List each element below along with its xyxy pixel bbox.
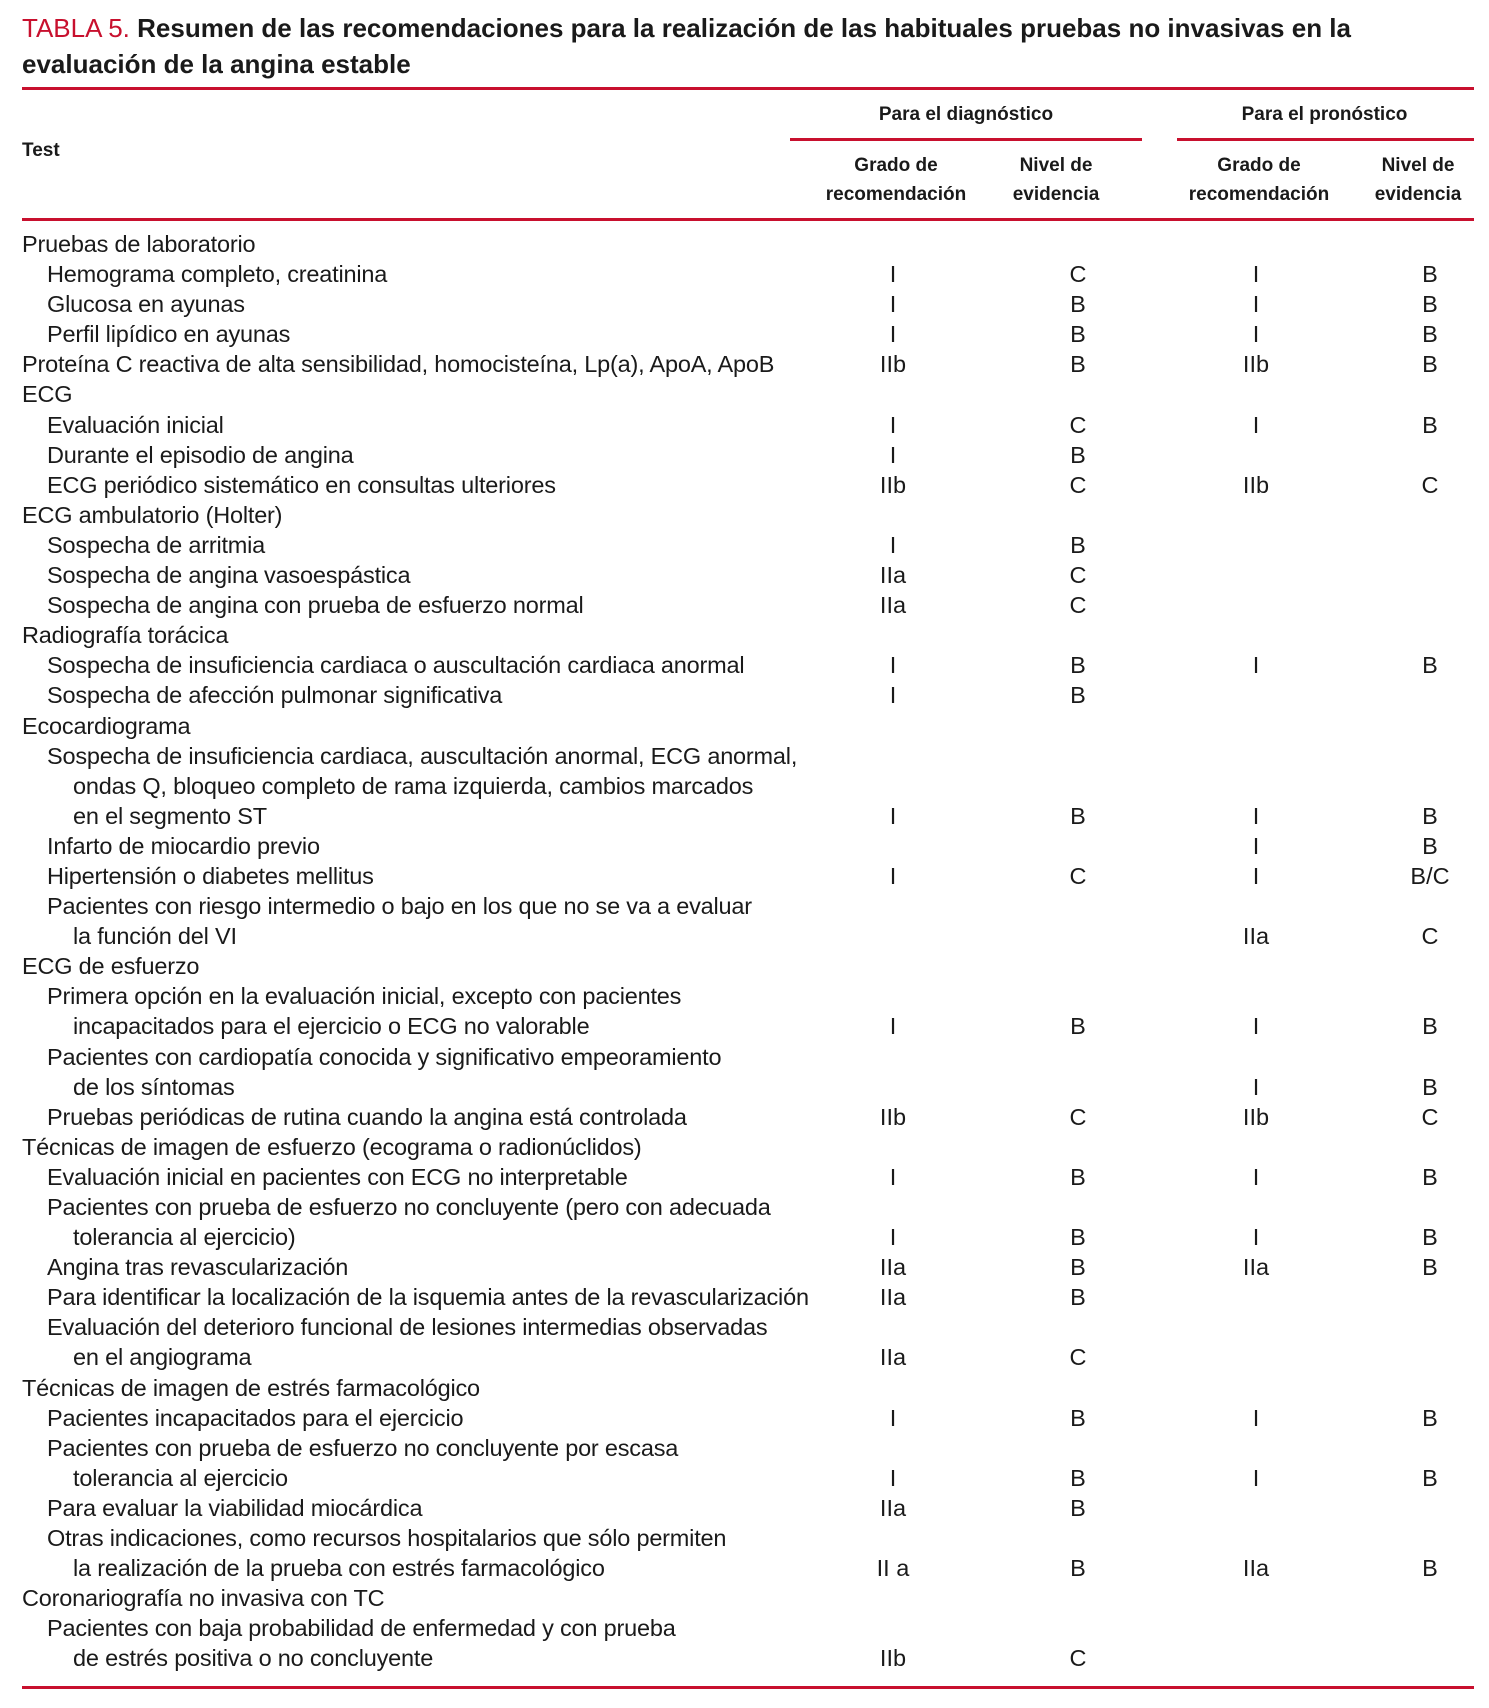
prog-nivel-cell: B bbox=[1422, 1224, 1438, 1251]
row-test: Evaluación inicial en pacientes con ECG no interpretable bbox=[47, 1163, 628, 1190]
diag-nivel-cell: B bbox=[1070, 1494, 1086, 1521]
diag-grado-cell: I bbox=[889, 652, 897, 679]
table-row bbox=[22, 560, 1462, 590]
diag-grado-cell: IIa bbox=[879, 1254, 907, 1281]
row-test: Pacientes con prueba de esfuerzo no concluyente (pero con adecuada bbox=[47, 1194, 771, 1220]
table-row bbox=[22, 1373, 1462, 1403]
table-row bbox=[22, 590, 1462, 620]
row-test: Sospecha de insuficiencia cardiaca o auscultación cardiaca anormal bbox=[47, 652, 745, 679]
diag-nivel-cell: B bbox=[1070, 441, 1086, 468]
header-prog-nivel bbox=[1362, 151, 1474, 209]
row-category: Coronariografía no invasiva con TC bbox=[22, 1585, 385, 1612]
table-row bbox=[22, 771, 1462, 801]
diag-nivel-cell: B bbox=[1070, 1284, 1086, 1311]
table-row bbox=[22, 981, 1462, 1011]
prog-grado-cell: IIa bbox=[1242, 1254, 1270, 1281]
row-test: Pacientes con cardiopatía conocida y significativo empeoramiento bbox=[47, 1043, 722, 1070]
diag-grado-cell: IIa bbox=[879, 1284, 907, 1311]
table-row bbox=[22, 1282, 1462, 1312]
diag-grado-cell: I bbox=[889, 261, 897, 288]
diag-grado-cell: I bbox=[889, 862, 897, 889]
prog-grado-cell: IIa bbox=[1242, 923, 1270, 950]
table-title: Resumen de las recomendaciones para la realización de las habituales pruebas no invasivas en la evaluación de la angina estable bbox=[22, 13, 1351, 79]
row-test: Perfil lipídico en ayunas bbox=[47, 321, 291, 348]
diag-nivel-cell: B bbox=[1070, 802, 1086, 829]
table-row bbox=[22, 1252, 1462, 1282]
diag-grado-cell: IIa bbox=[879, 1494, 907, 1521]
table-row bbox=[22, 379, 1462, 409]
header-diag-nivel-line2: evidencia bbox=[1012, 184, 1100, 205]
diag-grado-cell: I bbox=[889, 411, 897, 438]
prog-grado-cell: IIb bbox=[1242, 351, 1270, 378]
row-test: Otras indicaciones, como recursos hospitalarios que sólo permiten bbox=[47, 1525, 727, 1552]
prog-nivel-cell: B bbox=[1422, 1555, 1438, 1582]
row-test: Sospecha de angina vasoespástica bbox=[47, 562, 411, 589]
diag-grado-cell: I bbox=[889, 1464, 897, 1491]
table-row bbox=[22, 1222, 1462, 1252]
diag-grado-cell: I bbox=[889, 1163, 897, 1190]
diag-nivel-cell: B bbox=[1070, 682, 1086, 709]
table-row bbox=[22, 1553, 1462, 1583]
row-test: tolerancia al ejercicio bbox=[73, 1464, 288, 1491]
diag-nivel-cell: B bbox=[1070, 321, 1086, 348]
prog-grado-cell: I bbox=[1252, 652, 1260, 679]
table-row bbox=[22, 470, 1462, 500]
diag-nivel-cell: B bbox=[1070, 531, 1086, 558]
diag-nivel-cell: C bbox=[1069, 592, 1087, 619]
diag-nivel-cell: B bbox=[1070, 351, 1086, 378]
row-category: ECG de esfuerzo bbox=[22, 953, 200, 980]
header-prog-nivel-line2: evidencia bbox=[1374, 184, 1462, 205]
table-row bbox=[22, 1132, 1462, 1162]
table-row bbox=[22, 410, 1462, 440]
row-test: Para identificar la localización de la isquemia antes de la revascularización bbox=[47, 1284, 809, 1311]
header-pronostico: Para el pronóstico bbox=[1241, 104, 1408, 125]
prog-grado-cell: I bbox=[1252, 1464, 1260, 1491]
prog-nivel-cell: C bbox=[1421, 923, 1439, 950]
diag-grado-cell: I bbox=[889, 682, 897, 709]
diag-grado-cell: IIb bbox=[879, 471, 907, 498]
prog-nivel-cell: B bbox=[1422, 1464, 1438, 1491]
table-label: TABLA 5. bbox=[22, 13, 130, 43]
table-body bbox=[22, 229, 1462, 1674]
table-row bbox=[22, 680, 1462, 710]
row-test: Infarto de miocardio previo bbox=[47, 832, 320, 859]
header-prog-nivel-line1: Nivel de bbox=[1381, 155, 1455, 176]
prog-nivel-cell: B bbox=[1422, 802, 1438, 829]
row-test: tolerancia al ejercicio) bbox=[73, 1224, 296, 1251]
diag-nivel-cell: B bbox=[1070, 291, 1086, 318]
top-rule bbox=[22, 87, 1474, 90]
row-test: la realización de la prueba con estrés farmacológico bbox=[73, 1555, 605, 1582]
table-row bbox=[22, 1613, 1462, 1643]
prog-nivel-cell: B bbox=[1422, 1013, 1438, 1040]
table-row bbox=[22, 1403, 1462, 1433]
prog-nivel-cell: B bbox=[1422, 1254, 1438, 1281]
prog-nivel-cell: B bbox=[1422, 411, 1438, 438]
diag-nivel-cell: C bbox=[1069, 411, 1087, 438]
prog-grado-cell: IIb bbox=[1242, 471, 1270, 498]
header-test: Test bbox=[22, 140, 60, 161]
bottom-rule bbox=[22, 1686, 1474, 1689]
diag-grado-cell: I bbox=[889, 321, 897, 348]
prog-nivel-cell: B bbox=[1422, 1404, 1438, 1431]
row-test: Pacientes con riesgo intermedio o bajo en los que no se va a evaluar bbox=[47, 893, 752, 920]
row-test: de estrés positiva o no concluyente bbox=[73, 1645, 434, 1672]
prog-nivel-cell: B/C bbox=[1410, 862, 1450, 889]
diag-nivel-cell: B bbox=[1070, 1555, 1086, 1582]
row-test: Pacientes con baja probabilidad de enfermedad y con prueba bbox=[47, 1615, 676, 1642]
header-diag-grado-line1: Grado de bbox=[854, 155, 938, 176]
header-prog-grado bbox=[1169, 151, 1349, 209]
diag-grado-cell: I bbox=[889, 1013, 897, 1040]
table-row bbox=[22, 1162, 1462, 1192]
table-row bbox=[22, 921, 1462, 951]
diag-grado-cell: IIb bbox=[879, 1103, 907, 1130]
header-diagnostico: Para el diagnóstico bbox=[878, 104, 1054, 125]
diag-nivel-cell: C bbox=[1069, 1103, 1087, 1130]
table-caption bbox=[22, 10, 1462, 82]
row-test: Angina tras revascularización bbox=[47, 1254, 349, 1281]
row-test: Glucosa en ayunas bbox=[47, 291, 245, 318]
table-row bbox=[22, 1433, 1462, 1463]
prog-grado-cell: I bbox=[1252, 261, 1260, 288]
row-category: Ecocardiograma bbox=[22, 712, 191, 739]
row-test: de los síntomas bbox=[73, 1073, 235, 1100]
table-row bbox=[22, 650, 1462, 680]
row-test: ondas Q, bloqueo completo de rama izquierda, cambios marcados bbox=[73, 772, 754, 799]
table-row bbox=[22, 289, 1462, 319]
table-row bbox=[22, 1493, 1462, 1523]
prog-grado-cell: I bbox=[1252, 321, 1260, 348]
table-row bbox=[22, 711, 1462, 741]
diag-nivel-cell: B bbox=[1070, 1163, 1086, 1190]
table-row bbox=[22, 1463, 1462, 1493]
header-rule bbox=[22, 218, 1474, 221]
row-test: Sospecha de insuficiencia cardiaca, auscultación anormal, ECG anormal, bbox=[47, 742, 798, 769]
row-test: Evaluación inicial bbox=[47, 411, 224, 438]
pronostico-rule bbox=[1177, 138, 1474, 141]
prog-nivel-cell: B bbox=[1422, 261, 1438, 288]
diag-grado-cell: I bbox=[889, 1224, 897, 1251]
table-row bbox=[22, 861, 1462, 891]
row-test: Pacientes incapacitados para el ejercicio bbox=[47, 1404, 464, 1431]
diag-nivel-cell: C bbox=[1069, 471, 1087, 498]
prog-grado-cell: I bbox=[1252, 832, 1260, 859]
prog-nivel-cell: C bbox=[1421, 1103, 1439, 1130]
table-row bbox=[22, 1342, 1462, 1372]
diag-nivel-cell: C bbox=[1069, 562, 1087, 589]
table-row bbox=[22, 891, 1462, 921]
diag-grado-cell: II a bbox=[876, 1555, 910, 1582]
row-test: la función del VI bbox=[73, 923, 237, 950]
row-test: Para evaluar la viabilidad miocárdica bbox=[47, 1494, 423, 1521]
prog-grado-cell: I bbox=[1252, 1224, 1260, 1251]
row-category: Proteína C reactiva de alta sensibilidad, homocisteína, Lp(a), ApoA, ApoB bbox=[22, 351, 775, 378]
diag-nivel-cell: B bbox=[1070, 1013, 1086, 1040]
prog-grado-cell: I bbox=[1252, 411, 1260, 438]
prog-grado-cell: I bbox=[1252, 1404, 1260, 1431]
row-category: Técnicas de imagen de esfuerzo (ecograma o radionúclidos) bbox=[22, 1133, 642, 1160]
table-row bbox=[22, 1042, 1462, 1072]
row-test: Pruebas periódicas de rutina cuando la angina está controlada bbox=[47, 1103, 687, 1130]
table-row bbox=[22, 1102, 1462, 1132]
prog-nivel-cell: C bbox=[1421, 471, 1439, 498]
prog-nivel-cell: B bbox=[1422, 652, 1438, 679]
table-row bbox=[22, 1643, 1462, 1673]
prog-nivel-cell: B bbox=[1422, 1073, 1438, 1100]
diag-grado-cell: I bbox=[889, 1404, 897, 1431]
table-row bbox=[22, 801, 1462, 831]
prog-grado-cell: I bbox=[1252, 1163, 1260, 1190]
diag-nivel-cell: C bbox=[1069, 261, 1087, 288]
diag-grado-cell: IIa bbox=[879, 1344, 907, 1371]
table-row bbox=[22, 530, 1462, 560]
row-test: en el angiograma bbox=[73, 1344, 252, 1371]
table-row bbox=[22, 1312, 1462, 1342]
row-test: Pacientes con prueba de esfuerzo no concluyente por escasa bbox=[47, 1434, 679, 1461]
row-category: Pruebas de laboratorio bbox=[22, 231, 256, 257]
diag-grado-cell: IIb bbox=[879, 351, 907, 378]
table-row bbox=[22, 259, 1462, 289]
diag-nivel-cell: B bbox=[1070, 1464, 1086, 1491]
header-prog-grado-line2: recomendación bbox=[1188, 184, 1330, 205]
prog-nivel-cell: B bbox=[1422, 1163, 1438, 1190]
prog-grado-cell: I bbox=[1252, 291, 1260, 318]
table-row bbox=[22, 319, 1462, 349]
diag-grado-cell: I bbox=[889, 441, 897, 468]
prog-grado-cell: I bbox=[1252, 802, 1260, 829]
table-row bbox=[22, 1072, 1462, 1102]
prog-grado-cell: I bbox=[1252, 1073, 1260, 1100]
table-row bbox=[22, 349, 1462, 379]
prog-grado-cell: IIb bbox=[1242, 1103, 1270, 1130]
header-diag-grado-line2: recomendación bbox=[825, 184, 967, 205]
header-diag-nivel-line1: Nivel de bbox=[1019, 155, 1093, 176]
row-test: Hemograma completo, creatinina bbox=[47, 261, 388, 288]
prog-nivel-cell: B bbox=[1422, 351, 1438, 378]
prog-grado-cell: IIa bbox=[1242, 1555, 1270, 1582]
row-category: ECG bbox=[22, 381, 73, 408]
prog-grado-cell: I bbox=[1252, 1013, 1260, 1040]
diag-nivel-cell: B bbox=[1070, 1224, 1086, 1251]
table-row bbox=[22, 229, 1462, 259]
row-test: Sospecha de arritmia bbox=[47, 531, 266, 558]
diag-nivel-cell: C bbox=[1069, 1645, 1087, 1672]
header-diag-nivel bbox=[1000, 151, 1112, 209]
diagnostico-rule bbox=[790, 138, 1142, 141]
diag-nivel-cell: C bbox=[1069, 862, 1087, 889]
row-test: incapacitados para el ejercicio o ECG no valorable bbox=[73, 1013, 590, 1040]
table-row bbox=[22, 951, 1462, 981]
row-test: en el segmento ST bbox=[73, 802, 267, 829]
prog-nivel-cell: B bbox=[1422, 832, 1438, 859]
table-row bbox=[22, 440, 1462, 470]
header-prog-grado-line1: Grado de bbox=[1217, 155, 1301, 176]
table-row bbox=[22, 741, 1462, 771]
diag-nivel-cell: B bbox=[1070, 1254, 1086, 1281]
row-category: Radiografía torácica bbox=[22, 622, 229, 649]
row-test: Primera opción en la evaluación inicial, excepto con pacientes bbox=[47, 983, 682, 1010]
diag-grado-cell: I bbox=[889, 531, 897, 558]
table-row bbox=[22, 1523, 1462, 1553]
row-test: Evaluación del deterioro funcional de lesiones intermedias observadas bbox=[47, 1314, 768, 1341]
diag-nivel-cell: B bbox=[1070, 1404, 1086, 1431]
row-category: Técnicas de imagen de estrés farmacológico bbox=[22, 1374, 480, 1401]
row-category: ECG ambulatorio (Holter) bbox=[22, 501, 283, 528]
row-test: Hipertensión o diabetes mellitus bbox=[47, 862, 374, 889]
prog-nivel-cell: B bbox=[1422, 321, 1438, 348]
table-row bbox=[22, 831, 1462, 861]
table-row bbox=[22, 1583, 1462, 1613]
table-row bbox=[22, 1192, 1462, 1222]
diag-nivel-cell: C bbox=[1069, 1344, 1087, 1371]
prog-nivel-cell: B bbox=[1422, 291, 1438, 318]
diag-grado-cell: IIa bbox=[879, 592, 907, 619]
diag-nivel-cell: B bbox=[1070, 652, 1086, 679]
diag-grado-cell: IIa bbox=[879, 562, 907, 589]
table-row bbox=[22, 500, 1462, 530]
table-row bbox=[22, 1011, 1462, 1041]
row-test: Durante el episodio de angina bbox=[47, 441, 354, 468]
diag-grado-cell: IIb bbox=[879, 1645, 907, 1672]
diag-grado-cell: I bbox=[889, 802, 897, 829]
prog-grado-cell: I bbox=[1252, 862, 1260, 889]
diag-grado-cell: I bbox=[889, 291, 897, 318]
row-test: Sospecha de afección pulmonar significativa bbox=[47, 682, 503, 709]
header-diag-grado bbox=[806, 151, 986, 209]
row-test: Sospecha de angina con prueba de esfuerzo normal bbox=[47, 592, 584, 619]
row-test: ECG periódico sistemático en consultas ulteriores bbox=[47, 471, 556, 498]
table-row bbox=[22, 620, 1462, 650]
